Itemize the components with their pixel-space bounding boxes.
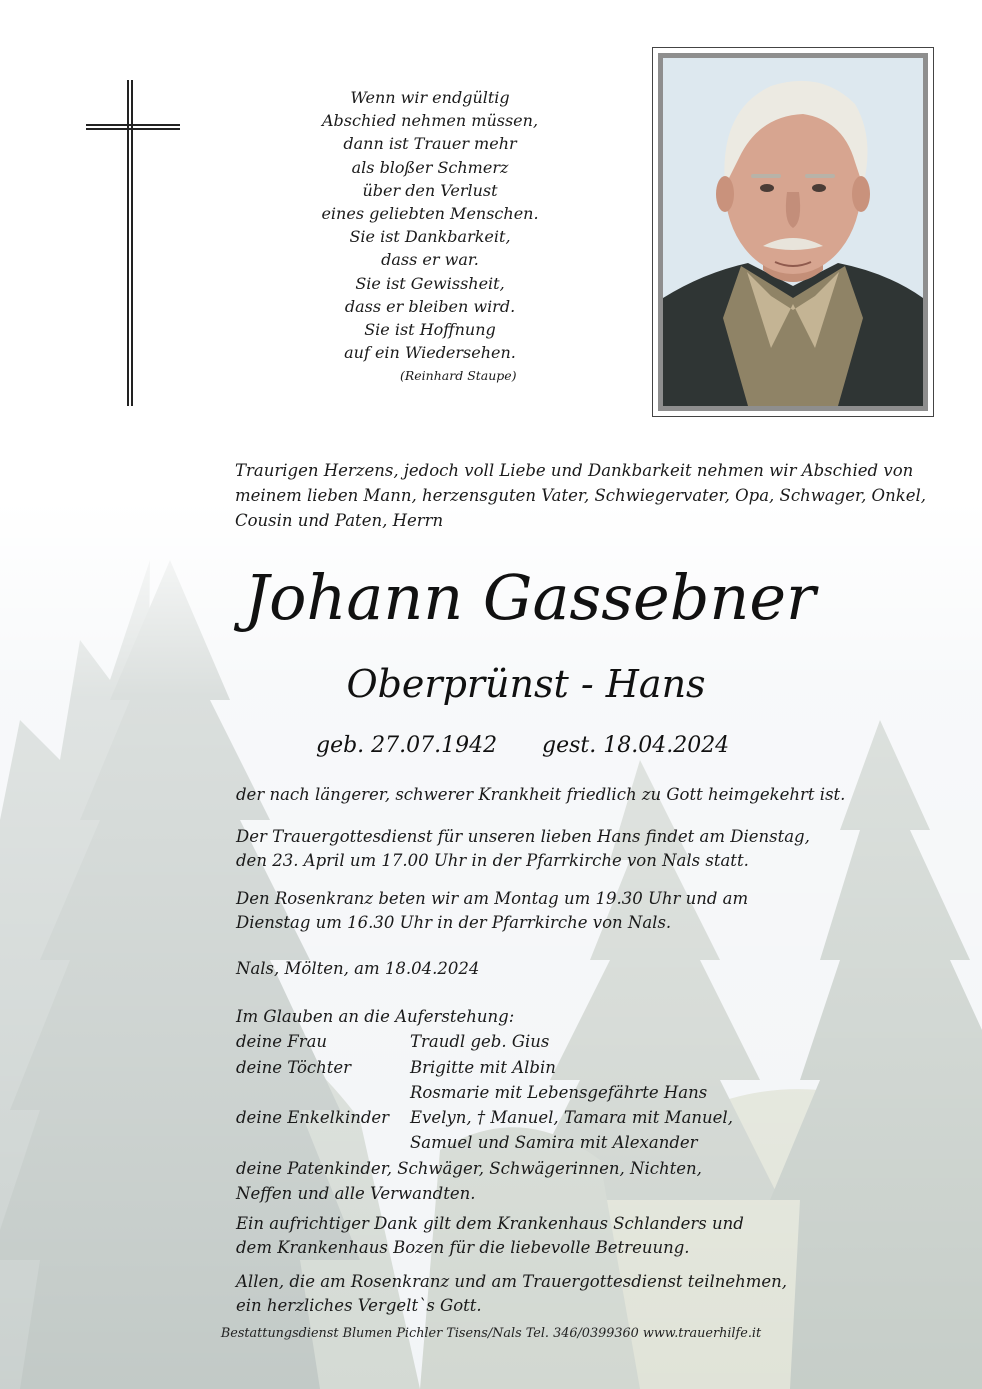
list-item xyxy=(236,1130,926,1155)
list-item xyxy=(236,1080,926,1105)
deceased-name: Johann Gassebner xyxy=(244,561,816,634)
funeral-notice: Der Trauergottesdienst für unseren lieben Hans findet am Dienstag, den 23. April um 17.00 Uhr in der Pfarrkirche von Nals statt. xyxy=(236,827,810,870)
relation-names: Traudl geb. Gius xyxy=(410,1032,550,1052)
survivors-list xyxy=(236,1004,926,1206)
relation-label xyxy=(236,1080,410,1105)
list-item xyxy=(236,1105,926,1130)
poem-author: (Reinhard Staupe) xyxy=(400,368,517,383)
cross-symbol xyxy=(86,80,180,406)
relation-label: deine Frau xyxy=(236,1032,328,1052)
memorial-poem xyxy=(270,86,590,364)
survivors-heading: Im Glauben an die Auferstehung: xyxy=(236,1007,515,1026)
funeral-home-footer: Bestattungsdienst Blumen Pichler Tisens/Nals Tel. 346/0399360 www.trauerhilfe.it xyxy=(220,1326,762,1341)
thanks-text: Ein aufrichtiger Dank gilt dem Krankenhaus Schlanders und dem Krankenhaus Bozen für die liebevolle Betreuung. xyxy=(236,1214,744,1257)
closing-text: Allen, die am Rosenkranz und am Trauergottesdienst teilnehmen, ein herzliches Vergelt`s Gott. xyxy=(236,1272,788,1315)
relation-names: Rosmarie mit Lebensgefährte Hans xyxy=(410,1082,708,1102)
relation-names: Brigitte mit Albin xyxy=(410,1057,556,1077)
poem-line: als bloßer Schmerz xyxy=(351,157,509,177)
poem-line: dann ist Trauer mehr xyxy=(343,134,517,154)
relation-names: Evelyn, † Manuel, Tamara mit Manuel, xyxy=(410,1108,733,1128)
poem-line: eines geliebten Menschen. xyxy=(321,204,539,224)
passing-text: der nach längerer, schwerer Krankheit friedlich zu Gott heimgekehrt ist. xyxy=(236,785,846,804)
poem-line: dass er war. xyxy=(381,250,479,270)
place-date: Nals, Mölten, am 18.04.2024 xyxy=(236,959,480,978)
poem-line: Wenn wir endgültig xyxy=(350,88,510,107)
poem-line: Sie ist Dankbarkeit, xyxy=(349,227,511,247)
poem-line: über den Verlust xyxy=(362,180,498,200)
list-item xyxy=(236,1029,926,1054)
portrait-frame xyxy=(652,47,934,417)
rosary-notice: Den Rosenkranz beten wir am Montag um 19.30 Uhr und am Dienstag um 16.30 Uhr in der Pfarrkirche von Nals. xyxy=(236,889,749,932)
relation-label: deine Enkelkinder xyxy=(236,1108,390,1128)
other-relatives: deine Patenkinder, Schwäger, Schwägerinnen, Nichten, Neffen und alle Verwandten. xyxy=(236,1158,702,1204)
poem-line: auf ein Wiedersehen. xyxy=(344,343,516,363)
poem-line: dass er bleiben wird. xyxy=(344,296,516,316)
poem-line: Abschied nehmen müssen, xyxy=(321,111,539,131)
poem-line: Sie ist Gewissheit, xyxy=(355,273,505,293)
relation-label xyxy=(236,1130,410,1155)
death-date: gest. 18.04.2024 xyxy=(542,733,730,758)
deceased-nickname: Oberprünst - Hans xyxy=(346,662,706,706)
list-item xyxy=(236,1055,926,1080)
relation-label: deine Töchter xyxy=(236,1057,352,1077)
poem-line: Sie ist Hoffnung xyxy=(364,320,496,340)
birth-date: geb. 27.07.1942 xyxy=(316,733,498,758)
intro-text: Traurigen Herzens, jedoch voll Liebe und Dankbarkeit nehmen wir Abschied von meinem lieben Mann, herzensguten Vater, Schwiegervater, Opa, Schwager, Onkel, Cousin und Paten, Herrn xyxy=(235,461,926,530)
relation-names: Samuel und Samira mit Alexander xyxy=(410,1133,698,1153)
portrait-photo xyxy=(658,53,928,411)
